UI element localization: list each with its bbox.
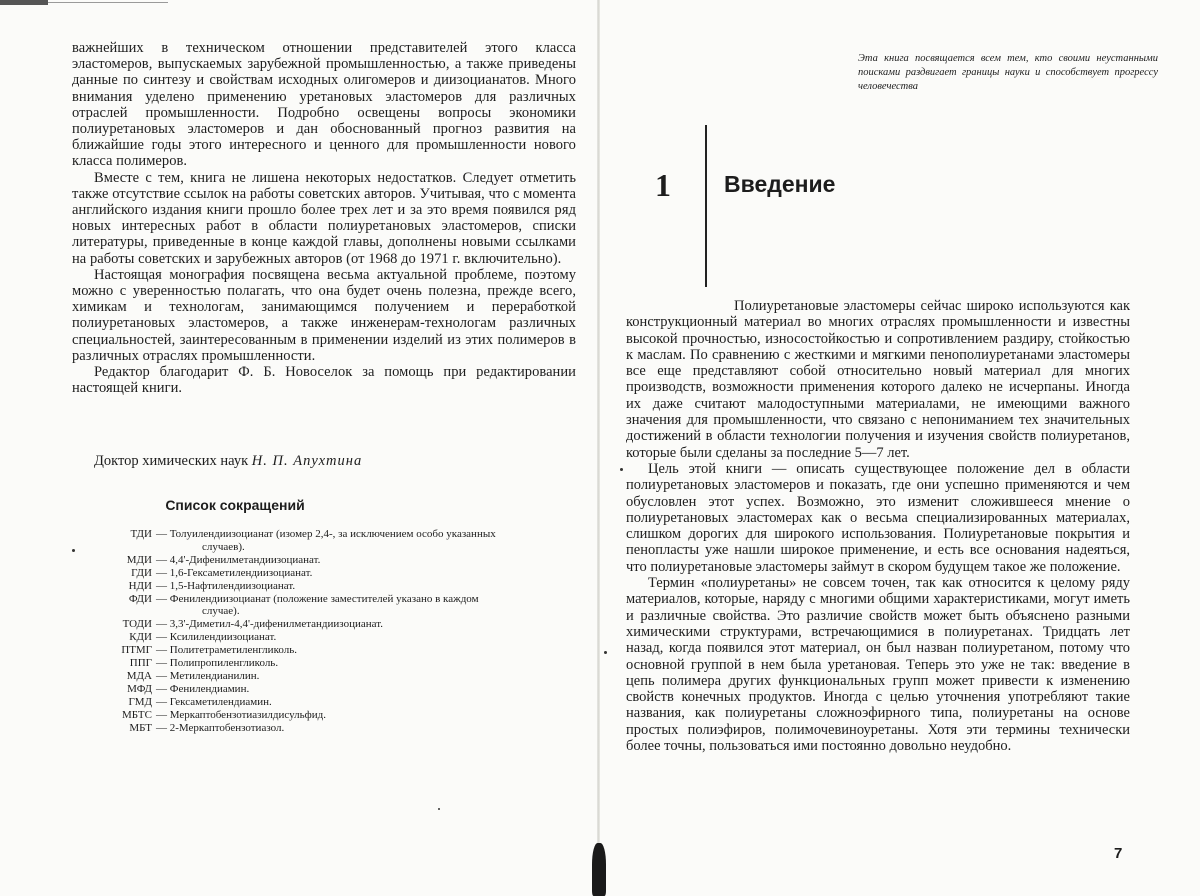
abbreviation-row [80,554,580,567]
abbreviation-text: 4,4'-Дифенилметандиизоцианат. [169,553,321,566]
abbreviations-list [80,528,580,735]
abbreviation-line [156,722,580,735]
abbreviation-text: Меркаптобензотиазилдисульфид. [169,708,326,721]
abbreviation-key: МДИ [126,553,152,566]
abbreviation-text: Толуилендиизоцианат (изомер 2,4-, за исключением особо указанных [169,528,496,540]
em-dash: — [156,644,170,657]
abbreviation-text: Гексаметилендиамин. [169,695,272,708]
scan-speck [72,549,75,552]
abbreviation-key: МБТ [129,721,152,734]
abbreviation-row [80,567,580,580]
abbreviation-text: Фенилендиамин. [169,682,250,695]
abbreviation-text: Метилендианилин. [169,669,260,682]
abbreviation-definition [156,696,580,709]
abbreviation-definition [156,567,580,580]
abbreviation-line [156,554,580,567]
abbreviation-key: НДИ [128,579,152,592]
abbreviation-row [80,618,580,631]
em-dash: — [156,708,170,721]
abbreviation-key: ПТМГ [121,644,152,657]
abbreviation-text: 2-Меркаптобензотиазол. [169,721,285,734]
abbreviation-line [156,670,580,683]
abbreviation-text: Фенилендиизоцианат (положение заместителей указано в каждом [169,592,479,605]
abbreviation-text: Ксилилендиизоцианат. [169,631,277,644]
epigraph: Эта книга посвящается всем тем, кто своими неустанными поисками раздвигает границы науки и способствует прогрессу человечества [858,53,1158,92]
abbreviation-line [156,631,580,644]
preface-paragraph: Редактор благодарит Ф. Б. Новоселок за помощь при редактировании настоящей книги. [72,364,576,397]
chapter-title: Введение [724,171,836,197]
page-number: 7 [1114,845,1123,862]
abbreviation-row [80,593,580,619]
scan-edge-line [48,2,168,3]
abbreviation-key: МФД [127,682,152,695]
introduction-paragraph: Полиуретановые эластомеры сейчас широко используются как конструкционный материал во многих отраслях промышленности и известны высокой прочностью, износостойкостью и сопротивлением раздиру, стойкостью к маслам. По сравнению с жесткими и мягкими пенополиуретанами эластомеры все еще представляют собой относительно новый материал для многих производств, возможности применения которого далеко не исчерпаны. Иногда их даже считают малодоступными материалами, не имеющими важного значения для промышленности, что связано с непониманием тех значительных достижений в области технологии получения и изучения свойств полиуретанов, которые были сделаны за последние 5—7 лет. [626,298,1130,461]
abbreviation-row [80,696,580,709]
editor-signature [94,453,362,470]
abbreviation-definition [156,709,580,722]
abbreviation-key: ГДИ [131,566,152,579]
abbreviation-continuation: случаев). [202,540,245,553]
abbreviation-line [156,567,580,580]
abbreviation-line [156,709,580,722]
abbreviation-definition [156,554,580,567]
abbreviation-definition [156,657,580,670]
abbreviation-line [156,683,580,696]
abbreviation-line [156,580,580,593]
abbreviation-line [156,618,580,631]
abbreviation-text: Полипропиленгликоль. [169,657,279,670]
abbreviation-row [80,528,580,554]
em-dash: — [156,657,170,670]
em-dash: — [156,566,170,579]
abbreviation-definition [156,528,580,554]
scan-speck [620,468,623,471]
em-dash: — [156,695,170,708]
abbreviation-definition [156,580,580,593]
em-dash: — [156,721,170,734]
abbreviation-row [80,644,580,657]
abbreviation-text: 1,6-Гексаметилендиизоцианат. [169,566,313,579]
scan-speck [438,808,440,810]
abbreviation-text: 1,5-Нафтилендиизоцианат. [169,579,296,592]
em-dash: — [156,618,170,631]
scan-blot [592,843,606,896]
abbreviation-key: МБТС [121,708,152,721]
introduction-paragraph: Термин «полиуретаны» не совсем точен, так как относится к целому ряду материалов, которые, наряду с многими общими характеристиками, могут иметь и различные свойства. Это различие свойств может быть объяснено разными химическими структурами, встречающимися в полиуретанах. Тридцать лет назад, когда появился этот материал, он был назван полиуретаном, потому что основной группой в нем была уретановая. Теперь это уже не так: введение в цепь полимера других функциональных групп может привести к изменению свойств конечных продуктов. Иногда с целью уточнения употребляют такие названия, как полиуретаны сложноэфирного типа, полиуретаны на основе простых полиэфиров, полимочевиноуретаны. Хотя эти термины технически более точны, пользоваться ими постоянно довольно неудобно. [626,575,1130,755]
abbreviation-key: ППГ [129,657,152,670]
abbreviation-row [80,709,580,722]
chapter-number: 1 [655,167,671,203]
abbreviation-text: 3,3'-Диметил-4,4'-дифенилметандиизоцианат. [169,618,383,631]
chapter-divider-rule [705,125,707,287]
abbreviation-line [156,644,580,657]
abbreviation-line [156,593,580,606]
introduction-paragraph: Цель этой книги — описать существующее положение дел в области полиуретановых эластомеров и показать, где они успешно применяются и чем обусловлен этот успех. Возможно, это изменит сложившееся мнение о полиуретановых эластомерах как о весьма специализированных материалах, слишком дорогих для широкого использования. Полиуретановые покрытия и пенопласты уже нашли широкое применение, и есть все основания надеяться, что полиуретановые эластомеры займут в скором будущем такое же положение. [626,460,1130,575]
em-dash: — [156,528,170,540]
abbreviation-row [80,580,580,593]
signature-title: Доктор химических наук [94,453,249,469]
abbreviation-definition [156,618,580,631]
abbreviation-definition [156,631,580,644]
abbreviation-definition [156,683,580,696]
abbreviation-line [156,528,580,541]
preface-paragraph: Вместе с тем, книга не лишена некоторых недостатков. Следует отметить также отсутствие ссылок на работы советских авторов. Учитывая, что с момента английского издания книги прошло более трех лет и за это время появился ряд новых интересных работ в области полиуретановых эластомеров, списки литературы, приведенные в конце каждой главы, дополнены новыми ссылками на работы советских и зарубежных авторов (от 1968 до 1971 г. включительно). [72,169,576,267]
abbreviation-continuation: случае). [202,605,240,618]
em-dash: — [156,553,170,566]
abbreviation-row [80,670,580,683]
em-dash: — [156,631,170,644]
abbreviation-key: ФДИ [128,592,152,605]
abbreviation-key: ТОДИ [122,618,152,631]
em-dash: — [156,682,170,695]
em-dash: — [156,579,170,592]
abbreviation-key: ГМД [128,695,152,708]
em-dash: — [156,592,170,605]
abbreviation-row [80,631,580,644]
abbreviation-definition [156,644,580,657]
introduction-text [626,298,1130,754]
scan-speck [604,651,607,654]
abbreviation-key: МДА [126,669,152,682]
abbreviation-row [80,657,580,670]
abbreviation-definition [156,670,580,683]
preface-paragraph: важнейших в техническом отношении представителей этого класса эластомеров, выпускаемых зарубежной промышленностью, а также приведены данные по синтезу и свойствам исходных олигомеров и диизоцианатов. Много внимания уделено применению уретановых эластомеров для различных отраслей промышленности. Подробно освещены вопросы экономики полиуретановых эластомеров и дан обоснованный прогноз развития на ближайшие годы этого интересного и ценного для промышленности нового класса полимеров. [72,40,576,170]
em-dash: — [156,669,170,682]
abbreviation-row [80,683,580,696]
abbreviation-line [156,696,580,709]
abbreviation-key: КДИ [129,631,152,644]
preface-paragraph: Настоящая монография посвящена весьма актуальной проблеме, поэтому можно с уверенностью полагать, что она будет очень полезна, прежде всего, химикам и технологам, занимающимся получением и переработкой полиуретановых эластомеров, а также инженерам-технологам различных специальностей, заинтересованным в применении изделий из этих полимеров в различных отраслях промышленности. [72,266,576,364]
abbreviation-key: ТДИ [130,528,152,540]
abbreviation-text: Политетраметиленгликоль. [169,644,297,657]
abbreviations-heading: Список сокращений [165,497,305,513]
scan-edge-mark [0,0,48,5]
abbreviation-line [156,657,580,670]
abbreviation-definition [156,722,580,735]
abbreviation-row [80,722,580,735]
preface-text [72,40,576,396]
signature-name: Н. П. Апухтина [251,453,363,469]
abbreviation-definition [156,593,580,619]
